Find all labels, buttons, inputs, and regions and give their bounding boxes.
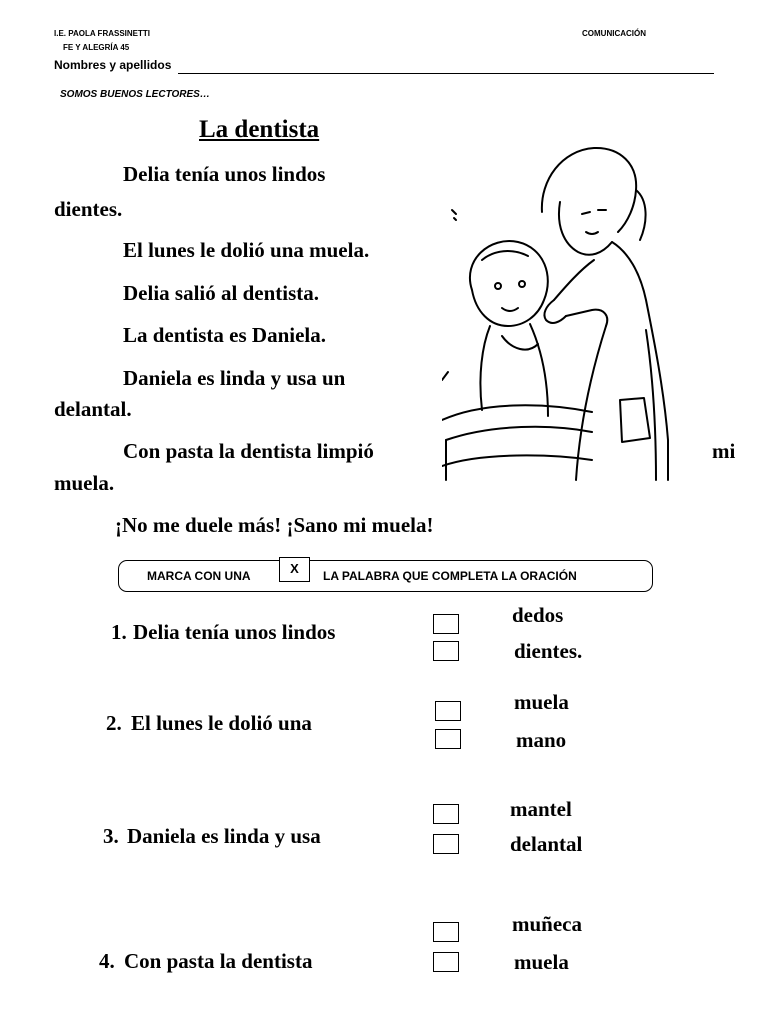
- answer-option: muela: [514, 950, 569, 974]
- school-network: FE Y ALEGRÍA 45: [63, 43, 130, 52]
- story-line: dientes.: [54, 197, 123, 221]
- story-line: delantal.: [54, 397, 132, 421]
- story-line: Con pasta la dentista limpió: [123, 439, 374, 463]
- question-text: El lunes le dolió una: [131, 711, 312, 735]
- answer-checkbox[interactable]: [433, 922, 459, 942]
- answer-checkbox[interactable]: [433, 804, 459, 824]
- dentist-illustration: [442, 140, 702, 485]
- question-text: Delia tenía unos lindos: [133, 620, 336, 644]
- answer-checkbox[interactable]: [433, 952, 459, 972]
- answer-checkbox[interactable]: [435, 701, 461, 721]
- answer-option: mano: [516, 728, 567, 752]
- answer-option: mantel: [510, 797, 572, 821]
- name-label: Nombres y apellidos: [54, 58, 172, 72]
- question-text: Daniela es linda y usa: [127, 824, 321, 848]
- story-title: La dentista: [199, 116, 320, 143]
- story-line: ¡No me duele más! ¡Sano mi muela!: [115, 513, 434, 537]
- question-number: 4.: [99, 949, 115, 973]
- answer-checkbox[interactable]: [435, 729, 461, 749]
- question-text: Con pasta la dentista: [124, 949, 313, 973]
- answer-checkbox[interactable]: [433, 614, 459, 634]
- answer-option: dientes.: [514, 639, 583, 663]
- answer-checkbox[interactable]: [433, 834, 459, 854]
- answer-option: muela: [514, 690, 569, 714]
- school-name: I.E. PAOLA FRASSINETTI: [54, 29, 151, 38]
- story-line: La dentista es Daniela.: [123, 323, 327, 347]
- name-line[interactable]: [178, 73, 714, 74]
- story-line: mi: [712, 439, 736, 463]
- story-line: Delia tenía unos lindos: [123, 162, 326, 186]
- section-title: SOMOS BUENOS LECTORES…: [60, 89, 210, 100]
- answer-option: delantal: [510, 832, 583, 856]
- instruction-text-before: MARCA CON UNA: [147, 569, 251, 583]
- answer-checkbox[interactable]: [433, 641, 459, 661]
- story-line: El lunes le dolió una muela.: [123, 238, 370, 262]
- subject-label: COMUNICACIÓN: [582, 29, 646, 38]
- question-number: 3.: [103, 824, 119, 848]
- story-line: Delia salió al dentista.: [123, 281, 320, 305]
- question-number: 1.: [111, 620, 127, 644]
- story-line: muela.: [54, 471, 115, 495]
- answer-option: muñeca: [512, 912, 582, 936]
- question-number: 2.: [106, 711, 122, 735]
- x-mark-sample: X: [279, 557, 310, 582]
- instruction-text-after: LA PALABRA QUE COMPLETA LA ORACIÓN: [323, 569, 577, 583]
- answer-option: dedos: [512, 603, 564, 627]
- story-line: Daniela es linda y usa un: [123, 366, 346, 390]
